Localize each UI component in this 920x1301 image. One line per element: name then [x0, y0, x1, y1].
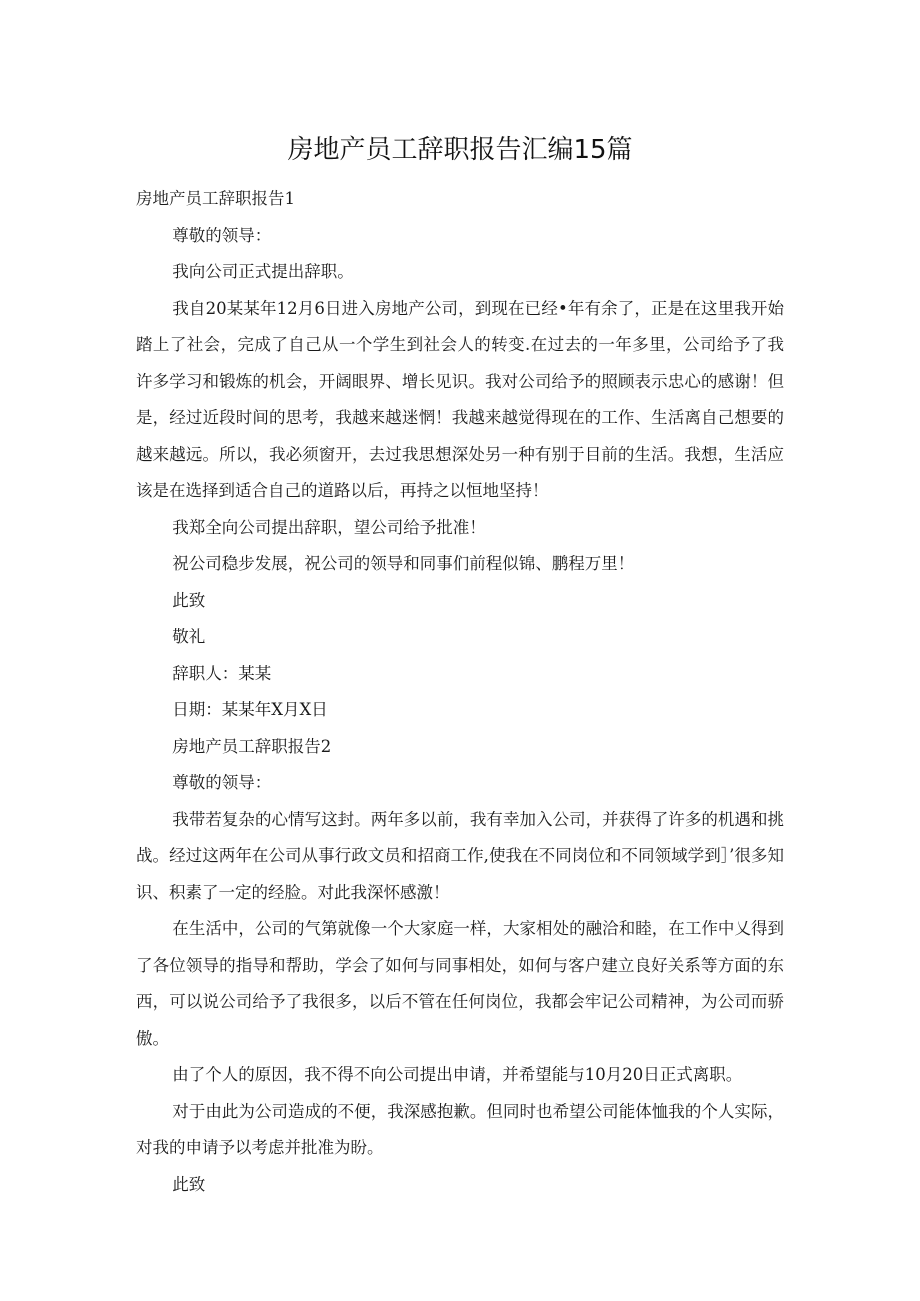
paragraph: 在生活中，公司的气第就像一个大家庭一样，大家相处的融洽和睦，在工作中乂得到了各位领导的指导和帮助，学会了如何与同事相处，如何与客户建立良好关系等方面的东西，可以说公司给予了我很多，以后不管在任何岗位，我都会牢记公司精神，为公司而骄傲。	[136, 919, 784, 1048]
section-heading-1: 房地产员工辞职报告1	[136, 189, 295, 208]
paragraph: 我郑全向公司提出辞职，望公司给予批准！	[172, 517, 486, 537]
date-line: 日期：某某年X月X日	[172, 700, 328, 719]
closing-line: 此致	[172, 590, 206, 610]
paragraph: 对于由此为公司造成的不便，我深感抱歉。但同时也希望公司能体恤我的个人实际，对我的申请予以考虑并批准为盼。	[136, 1101, 784, 1157]
paragraph: 我自20某某年12月6日进入房地产公司，到现在已经•年有余了，正是在这里我开始踏上了社会，完成了自己从一个学生到社会人的转变.在过去的一年多里，公司给予了我许多学习和锻炼的机会，开阔眼界、增长见识。我对公司给予的照顾表示忠心的感谢！但是，经过近段时间的思考，我越来越迷惘！我越来越觉得现在的工作、生活离自己想要的越来越远。所以，我必须窗开，去过我思想深处另一种有别于目前的生活。我想，生活应该是在选择到适合自己的道路以后，再持之以恒地坚持！	[136, 298, 784, 500]
salutation: 尊敬的领导：	[172, 225, 272, 245]
document-title: 房地产员工辞职报告汇编15篇	[287, 135, 633, 165]
closing-line: 敬礼	[172, 627, 206, 646]
paragraph: 由了个人的原因，我不得不向公司提出申请，并希望能与10月20日正式离职。	[172, 1065, 743, 1084]
paragraph: 我向公司正式提出辞职。	[172, 262, 354, 281]
signature-line: 辞职人：某某	[172, 663, 272, 683]
document-body	[136, 181, 784, 1203]
salutation: 尊敬的领导：	[172, 773, 272, 792]
paragraph: 祝公司稳步发展，祝公司的领导和同事们前程似锦、鹏程万里！	[172, 554, 635, 573]
section-heading-2: 房地产员工辞职报告2	[172, 736, 332, 756]
paragraph: 我带若复杂的心情写这封。两年多以前，我有幸加入公司，并获得了许多的机遇和挑战。经过这两年在公司从事行政文员和招商工作,使我在不同岗位和不同领域学到］’很多知识、积素了一定的经脸。对此我深怀感激！	[136, 809, 784, 902]
closing-line: 此致	[172, 1174, 206, 1194]
